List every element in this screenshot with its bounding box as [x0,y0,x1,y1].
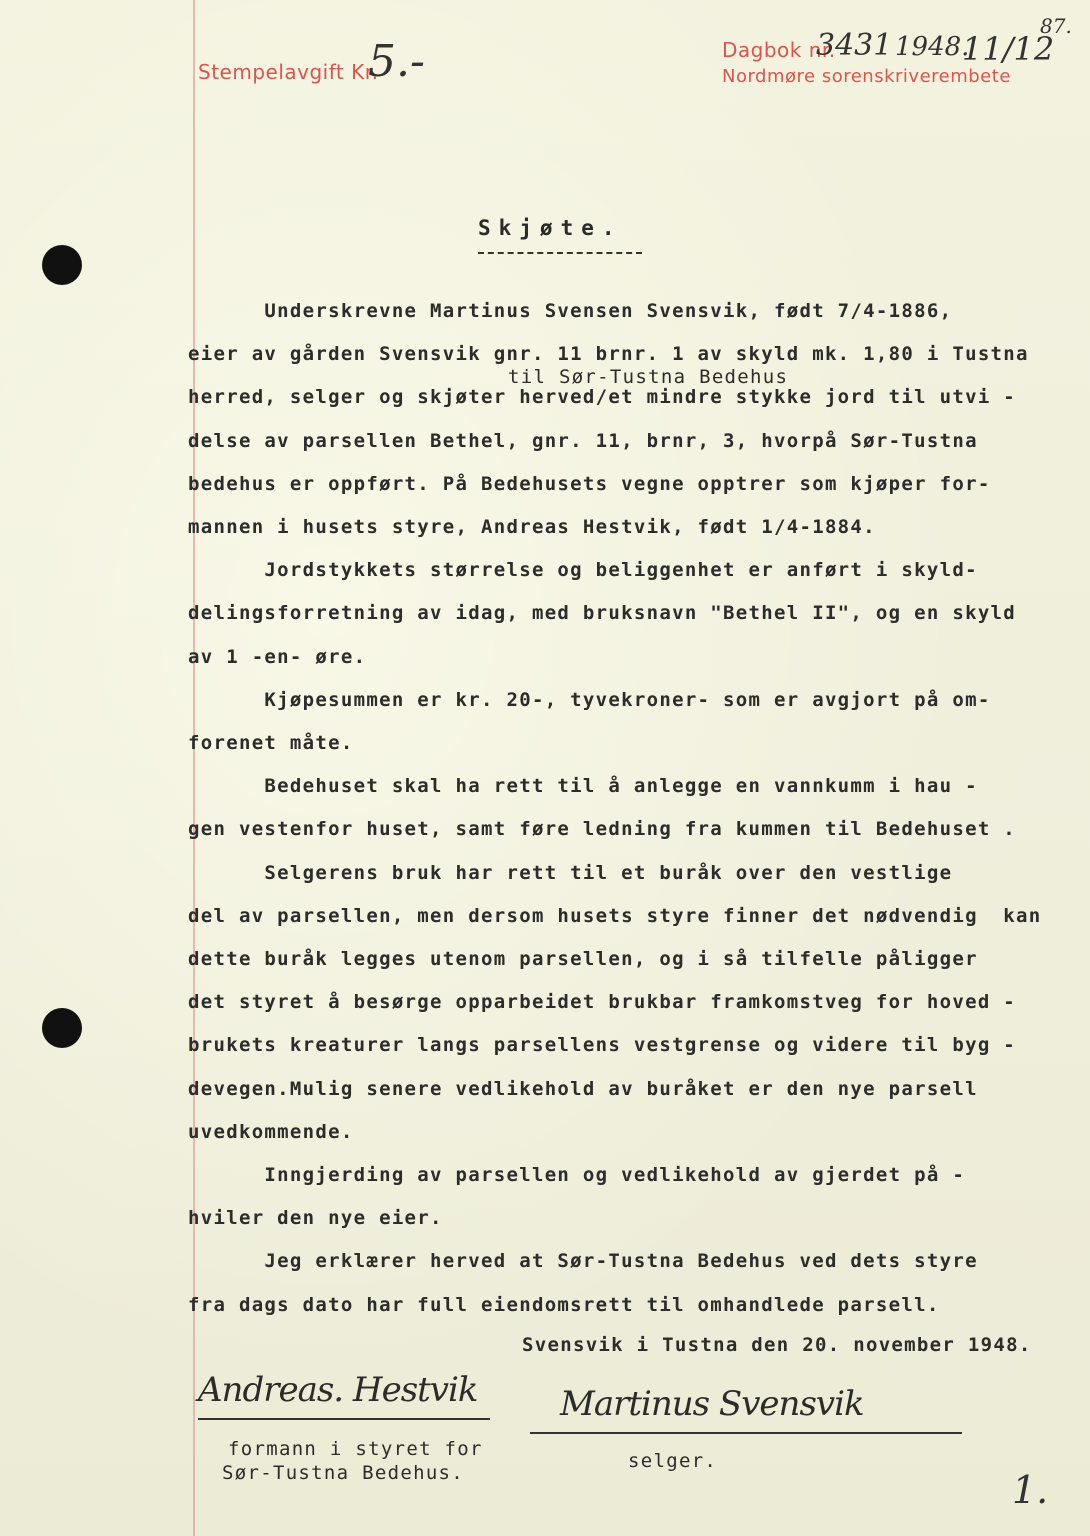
page-number: 87. [1040,14,1072,38]
body-line: del av parsellen, men dersom husets styre finner det nødvendig kan [188,904,1042,927]
body-line: Selgerens bruk har rett til et buråk over den vestlige [188,861,953,884]
body-line: delingsforretning av idag, med bruksnavn "Bethel II", og en skyld [188,602,1017,625]
body-line: det styret å besørge opparbeidet brukbar framkomstveg for hoved - [188,991,1017,1014]
title-underline [478,252,642,254]
body-line: herred, selger og skjøter herved/et mindre stykke jord til utvi - [188,386,1017,409]
body-line: devegen.Mulig senere vedlikehold av buråket er den nye parsell [188,1077,978,1100]
insertion-note: til Sør-Tustna Bedehus [508,366,789,388]
body-line: mannen i husets styre, Andreas Hestvik, født 1/4-1884. [188,516,876,538]
body-line: fra dags dato har full eiendomsrett til omhandlede parsell. [188,1293,940,1316]
stamp-fee-label: Stempelavgift Kr. [198,60,379,84]
body-line: Inngjerding av parsellen og vedlikehold av gjerdet på - [188,1164,966,1186]
stamp-journal-label: Dagbok nr. [722,38,836,62]
punch-hole-top [42,245,82,285]
body-line: hviler den nye eier. [188,1207,443,1230]
closing-mark: 1. [1012,1468,1049,1512]
stamp-office-name: Nordmøre sorenskriverembete [722,66,1011,87]
body-line: gen vestenfor huset, samt føre ledning fra kummen til Bedehuset . [188,818,1017,841]
body-line: uvedkommende. [188,1120,354,1143]
buyer-caption-2: Sør-Tustna Bedehus. [222,1462,465,1484]
journal-number: 3431 [816,28,893,63]
signature-seller: Martinus Svensvik [560,1384,864,1424]
journal-date: 11/12 [962,30,1055,68]
stamp-fee-amount: 5.- [368,36,425,87]
body-line: forenet måte. [188,732,354,754]
document-title: Skjøte. [478,216,623,240]
body-line: delse av parsellen Bethel, gnr. 11, brnr, 3, hvorpå Sør-Tustna [188,429,978,452]
body-line: Jordstykkets størrelse og beliggenhet er anført i skyld- [188,559,978,582]
seller-caption: selger. [628,1450,718,1472]
signature-line-left [198,1418,490,1420]
body-line: bedehus er oppført. På Bedehusets vegne opptrer som kjøper for- [188,472,991,495]
journal-year: 1948. [895,32,970,62]
body-line: Underskrevne Martinus Svensen Svensvik, født 7/4-1886, [188,300,953,322]
body-line: av 1 -en- øre. [188,645,367,668]
body-line: Kjøpesummen er kr. 20-, tyvekroner- som er avgjort på om- [188,688,991,711]
body-line: Bedehuset skal ha rett til å anlegge en vannkumm i hau - [188,775,978,798]
body-line: Jeg erklærer herved at Sør-Tustna Bedehus ved dets styre [188,1250,978,1273]
punch-hole-bottom [42,1008,82,1048]
body-line: brukets kreaturer langs parsellens vestgrense og videre til byg - [188,1034,1017,1057]
place-date: Svensvik i Tustna den 20. november 1948. [522,1334,1032,1356]
body-line: eier av gården Svensvik gnr. 11 brnr. 1 av skyld mk. 1,80 i Tustna [188,343,1029,366]
body-line: dette buråk legges utenom parsellen, og i så tilfelle påligger [188,948,978,970]
signature-line-right [530,1432,962,1434]
buyer-caption-1: formann i styret for [228,1438,483,1460]
signature-buyer: Andreas. Hestvik [198,1370,478,1410]
